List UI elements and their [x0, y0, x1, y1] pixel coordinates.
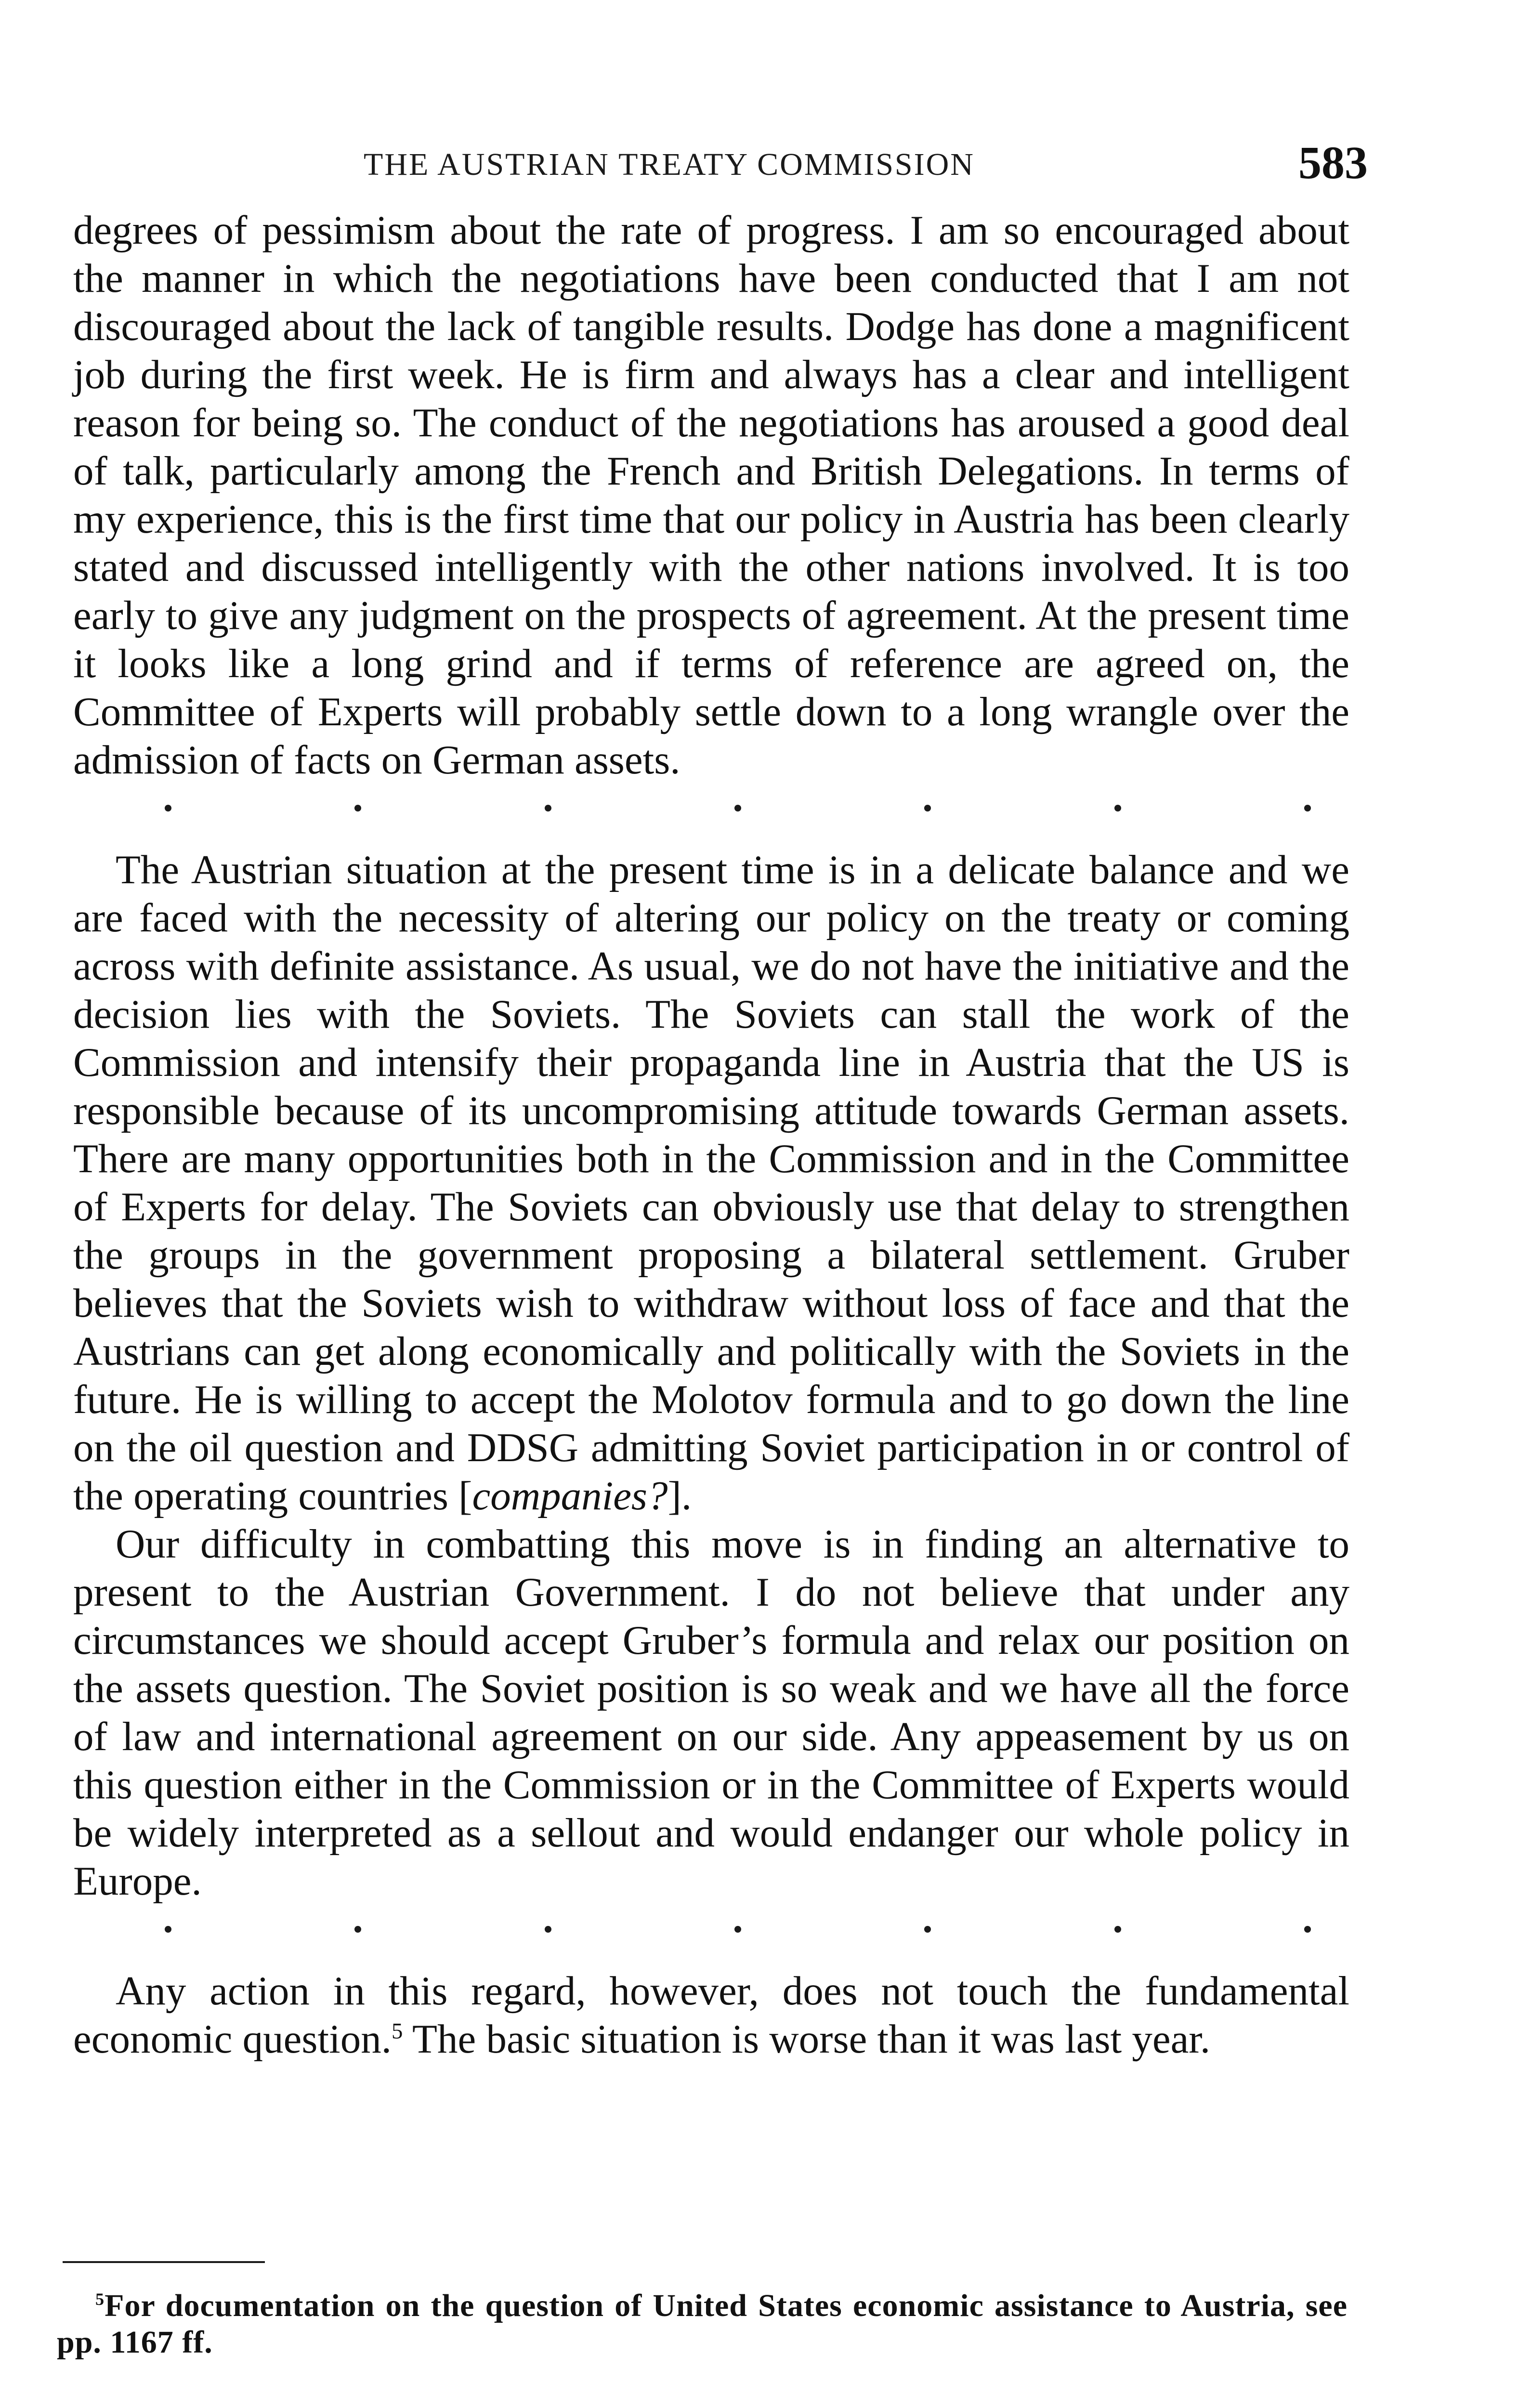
paragraph-3: Our difficulty in combatting this move is in finding an alternative to present to the Austrian Government. I do not believe that under any circumstances we should accept Gruber’s formula and relax our position on the assets question. The Soviet position is so weak and we have all the force of law and international agreement on our side. Any appeasement by us on this question either in the Commission or in the Committee of Experts would be widely interpreted as a sellout and would endanger our whole policy in Europe.: [73, 1521, 1349, 1904]
omission-dot: [545, 1926, 551, 1933]
omission-dot: [1304, 805, 1311, 811]
editorial-bracket-open: [: [458, 1473, 472, 1518]
omission-dot: [165, 805, 171, 811]
omission-dot: [354, 805, 361, 811]
ellipsis-omission-2: [73, 1905, 1349, 1953]
paragraph-4: [73, 1967, 1349, 2063]
body-text: [73, 206, 1349, 2063]
omission-dot: [734, 1926, 741, 1933]
editorial-bracket-close: ].: [667, 1473, 692, 1518]
editorial-insertion: companies?: [472, 1473, 668, 1518]
footnote-number: 5: [95, 2290, 105, 2309]
ellipsis-omission-1: [73, 784, 1349, 832]
omission-dot: [734, 805, 741, 811]
running-header: [75, 137, 1368, 193]
page-number: 583: [1298, 137, 1368, 188]
omission-dot: [1304, 1926, 1311, 1933]
omission-dot: [1114, 1926, 1121, 1933]
omission-dot: [924, 805, 931, 811]
omission-dot: [1114, 805, 1121, 811]
paragraph-1: degrees of pessimism about the rate of progress. I am so encouraged about the manner in which the negotiations have been conducted that I am not discouraged about the lack of tangible results. Dodge has done a magnificent job during the first week. He is firm and always has a clear and intelligent reason for being so. The conduct of the negotiations has aroused a good deal of talk, particularly among the French and British Delegations. In terms of my experience, this is the first time that our policy in Austria has been clearly stated and discussed intelligently with the other nations involved. It is too early to give any judgment on the prospects of agreement. At the present time it looks like a long grind and if terms of reference are agreed on, the Committee of Experts will probably settle down to a long wrangle over the admission of facts on German assets.: [73, 208, 1349, 783]
omission-dot: [545, 805, 551, 811]
paragraph-4-text: Any action in this regard, however, does not touch the fundamental economic question.: [73, 1968, 1349, 2062]
footnote-text-block: [57, 2288, 1348, 2361]
omission-dot: [924, 1926, 931, 1933]
running-title: THE AUSTRIAN TREATY COMMISSION: [364, 147, 975, 182]
omission-dot: [165, 1926, 171, 1933]
paragraph-2-text: The Austrian situation at the present time is in a delicate balance and we are faced with the necessity of altering our policy on the treaty or coming across with definite assistance. As usual, we do not have the initiative and the decision lies with the Soviets. The Soviets can stall the work of the Commission and intensify their propaganda line in Austria that the US is responsible because of its uncompromising attitude towards German assets. There are many opportunities both in the Commission and in the Committee of Experts for delay. The Soviets can obviously use that delay to strengthen the groups in the government proposing a bilateral settlement. Gruber believes that the Soviets wish to withdraw without loss of face and that the Austrians can get along economically and politically with the Soviets in the future. He is willing to accept the Molotov formula and to go down the line on the oil question and DDSG admitting Soviet participation in or control of the operating countries: [73, 847, 1349, 1518]
paragraph-4-rest: The basic situation is worse than it was last year.: [403, 2016, 1211, 2062]
footnote: [57, 2288, 1348, 2361]
paragraph-2: [73, 846, 1349, 1520]
footnote-text: For documentation on the question of United States economic assistance to Austria, see pp. 1167 ff.: [57, 2288, 1348, 2360]
omission-dot: [354, 1926, 361, 1933]
footnote-divider: [63, 2261, 265, 2263]
footnote-reference[interactable]: 5: [391, 2018, 403, 2044]
